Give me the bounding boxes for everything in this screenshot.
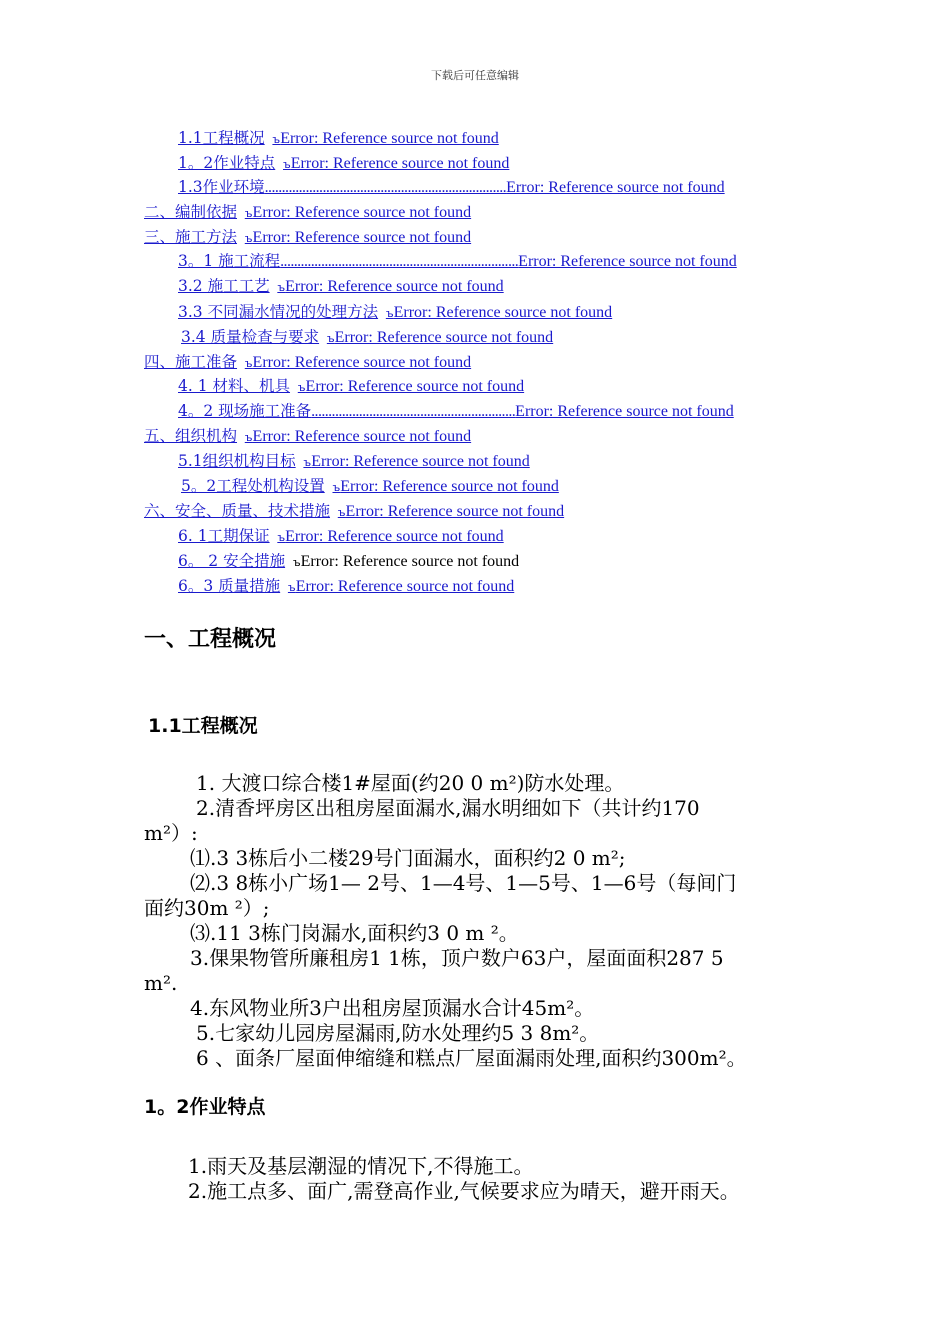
toc-entry-title[interactable]: 6. 1工期保证 [178,527,270,545]
toc-bookmark-icon: ъ [326,332,335,345]
paragraph-line: 4.东风物业所3户出租房屋顶漏水合计45m²。 [190,996,595,1020]
toc-page-reference: Error: Reference source not found [300,553,520,570]
toc-page-reference: Error: Reference source not found [305,378,525,395]
paragraph-line: ⑴.3 3栋后小二楼29号门面漏水，面积约2 0 m²; [190,846,626,870]
toc-bookmark-icon: ъ [297,381,306,394]
toc-entry-title[interactable]: 四、施工准备 [144,353,238,371]
toc-page-reference: Error: Reference source not found [252,428,472,445]
toc-entry-title[interactable]: 4。2 现场施工准备 [178,402,312,420]
toc-gap [319,328,327,346]
toc-page-reference: Error: Reference source not found [290,155,510,172]
toc-entry[interactable] [144,350,471,374]
toc-gap [237,228,245,246]
toc-bookmark-icon: ъ [244,232,253,245]
toc-bookmark-icon: ъ [292,556,301,569]
toc-entry[interactable] [178,175,725,199]
toc-entry[interactable] [178,374,524,398]
toc-bookmark-icon: ъ [303,456,312,469]
toc-entry[interactable] [144,499,564,523]
toc-page-reference: Error: Reference source not found [295,578,515,595]
subsection-heading-1-1: 1.1工程概况 [148,715,258,737]
toc-entry[interactable] [181,325,553,349]
toc-entry[interactable] [178,574,514,598]
toc-bookmark-icon: ъ [287,581,296,594]
toc-entry-title[interactable]: 1.1工程概况 [178,129,265,147]
toc-entry-title[interactable]: 6。 2 安全措施 [178,552,286,570]
toc-gap [237,203,245,221]
toc-bookmark-icon: ъ [272,133,281,146]
toc-entry[interactable] [178,524,504,548]
toc-entry[interactable] [178,399,734,423]
toc-entry-title[interactable]: 4. 1 材料、机具 [178,377,291,395]
toc-entry[interactable] [144,200,471,224]
toc-entry-title[interactable]: 3。1 施工流程 [178,252,281,270]
paragraph-line: 1.雨天及基层潮湿的情况下,不得施工。 [188,1154,534,1178]
toc-page-reference: Error: Reference source not found [252,229,472,246]
toc-page-reference: Error: Reference source not found [518,253,737,270]
toc-gap [237,353,245,371]
toc-leader-dots: ............................................................ [311,403,516,420]
toc-gap [285,552,293,570]
toc-entry-title[interactable]: 1.3作业环境 [178,178,265,196]
toc-entry[interactable] [178,549,519,573]
toc-gap [378,303,386,321]
toc-bookmark-icon: ъ [277,281,286,294]
paragraph-line: m²）: [144,821,198,845]
toc-gap [275,154,283,172]
page-header: 下载后可任意编辑 [431,69,519,82]
paragraph-line: 6 、面条厂屋面伸缩缝和糕点厂屋面漏雨处理,面积约300m²。 [196,1046,747,1070]
toc-bookmark-icon: ъ [385,307,394,320]
toc-page-reference: Error: Reference source not found [334,329,554,346]
section-heading: 一、工程概况 [144,627,277,652]
toc-entry[interactable] [144,424,471,448]
toc-entry[interactable] [178,274,504,298]
toc-page-reference: Error: Reference source not found [285,528,504,545]
paragraph-line: m². [144,971,178,995]
toc-entry[interactable] [144,225,471,249]
toc-page-reference: Error: Reference source not found [280,130,499,147]
toc-entry-title[interactable]: 六、安全、质量、技术措施 [144,502,331,520]
toc-bookmark-icon: ъ [244,431,253,444]
toc-gap [290,377,298,395]
toc-entry-title[interactable]: 6。3 质量措施 [178,577,281,595]
toc-leader-dots: ....................................................................... [264,179,507,196]
toc-page-reference: Error: Reference source not found [340,478,559,495]
toc-bookmark-icon: ъ [282,158,291,171]
toc-entry[interactable] [178,300,612,324]
paragraph-line: ⑶.11 3栋门岗漏水,面积约3 0 m ²。 [190,921,519,945]
toc-bookmark-icon: ъ [337,506,346,519]
toc-bookmark-icon: ъ [244,357,253,370]
toc-page-reference: Error: Reference source not found [252,204,472,221]
toc-entry-title[interactable]: 3.3 不同漏水情况的处理方法 [178,303,379,321]
toc-page-reference: Error: Reference source not found [345,503,565,520]
toc-page-reference: Error: Reference source not found [515,403,734,420]
paragraph-line: 1. 大渡口综合楼1#屋面(约20 0 m²)防水处理。 [196,771,625,795]
toc-gap [280,577,288,595]
toc-entry[interactable] [178,449,530,473]
paragraph-line: ⑵.3 8栋小广场1— 2号、1—4号、1—5号、1—6号（每间门 [190,871,737,895]
toc-entry[interactable] [178,151,509,175]
toc-bookmark-icon: ъ [244,207,253,220]
toc-page-reference: Error: Reference source not found [506,179,725,196]
paragraph-line: 面约30m ²）; [144,896,270,920]
toc-bookmark-icon: ъ [332,481,341,494]
toc-gap [330,502,338,520]
toc-entry-title[interactable]: 五、组织机构 [144,427,238,445]
toc-entry-title[interactable]: 3.2 施工工艺 [178,277,270,295]
toc-entry-title[interactable]: 二、编制依据 [144,203,238,221]
toc-entry-title[interactable]: 5.1组织机构目标 [178,452,296,470]
toc-bookmark-icon: ъ [277,531,286,544]
toc-entry-title[interactable]: 三、施工方法 [144,228,238,246]
toc-page-reference: Error: Reference source not found [393,304,613,321]
toc-entry[interactable] [181,474,559,498]
toc-entry[interactable] [178,126,499,150]
toc-leader-dots: ...................................................................... [280,253,519,270]
paragraph-line: 2.施工点多、面广,需登高作业,气候要求应为晴天，避开雨天。 [188,1179,740,1203]
paragraph-line: 2.清香坪房区出租房屋面漏水,漏水明细如下（共计约170 [196,796,700,820]
toc-entry[interactable] [178,249,737,273]
toc-gap [237,427,245,445]
toc-entry-title[interactable]: 5。2工程处机构设置 [181,477,325,495]
toc-page-reference: Error: Reference source not found [311,453,530,470]
toc-page-reference: Error: Reference source not found [252,354,472,371]
paragraph-line: 5.七家幼儿园房屋漏雨,防水处理约5 3 8m²。 [196,1021,600,1045]
subsection-heading-1-2: 1。2作业特点 [144,1096,266,1118]
toc-entry-title[interactable]: 3.4 质量检查与要求 [181,328,320,346]
toc-page-reference: Error: Reference source not found [285,278,504,295]
toc-entry-title[interactable]: 1。2作业特点 [178,154,276,172]
paragraph-line: 3.倮果物管所廉租房1 1栋，顶户数户63户，屋面面积287 5 [190,946,724,970]
